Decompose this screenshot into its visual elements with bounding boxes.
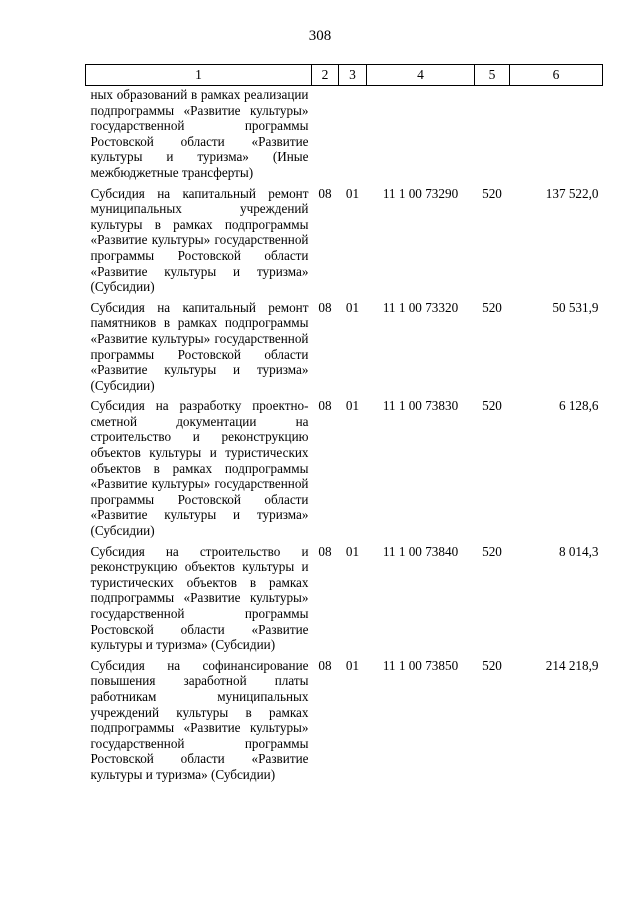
row-expense-type: 520 (482, 657, 502, 673)
row-subsection: 01 (345, 398, 360, 414)
column-header-2: 2 (312, 65, 339, 86)
table-row (86, 300, 603, 399)
row-expense-type: 520 (482, 299, 502, 315)
row-amount: 214 218,9 (545, 657, 599, 673)
column-header-6: 6 (510, 65, 603, 86)
row-section: 08 (318, 657, 332, 673)
budget-table (85, 64, 603, 783)
table-header-row (86, 65, 603, 86)
page-number: 308 (308, 28, 332, 44)
row-target-code: 11 1 00 73320 (382, 299, 459, 315)
row-subsection: 01 (345, 657, 360, 673)
row-amount: 50 531,9 (552, 299, 599, 315)
column-header-4: 4 (367, 65, 475, 86)
row-description: Субсидия на капитальный ремонт памятников в рамках подпрограммы «Развитие культуры» государственной программы Ростовской области «Развитие культуры и туризма» (Субсидии) (90, 299, 309, 393)
table-row (86, 658, 603, 783)
row-description: Субсидия на разработку проектно-сметной документации на строительство и реконструкцию объектов культуры и туристических объектов в рамках подпрограммы «Развитие культуры» государственной программы Ростовской области «Развитие культуры и туризма» (Субсидии) (90, 398, 309, 539)
row-target-code: 11 1 00 73840 (382, 543, 459, 559)
row-amount: 6 128,6 (558, 398, 599, 414)
row-expense-type (475, 86, 510, 186)
row-section: 08 (318, 185, 332, 201)
row-subsection: 01 (345, 185, 360, 201)
row-subsection: 01 (345, 299, 360, 315)
row-amount: 8 014,3 (558, 543, 599, 559)
row-amount (510, 86, 603, 186)
row-description: Субсидия на софинансирование повышения заработной платы работникам муниципальных учреждений культуры в рамках подпрограммы «Развитие культуры» государственной программы Ростовской области «Развитие культуры и туризма» (Субсидии) (90, 657, 309, 782)
table-row (86, 186, 603, 300)
row-target-code: 11 1 00 73830 (382, 398, 459, 414)
row-section: 08 (318, 299, 332, 315)
row-description: Субсидия на строительство и реконструкцию объектов культуры и туристических объектов в рамках подпрограммы «Развитие культуры» государственной программы Ростовской области «Развитие культуры и туризма» (Субсидии) (90, 543, 309, 653)
row-expense-type: 520 (482, 543, 502, 559)
row-section: 08 (318, 398, 332, 414)
row-target-code (367, 86, 475, 186)
row-subsection: 01 (345, 543, 360, 559)
row-expense-type: 520 (482, 398, 502, 414)
row-section: 08 (318, 543, 332, 559)
row-description: Субсидия на капитальный ремонт муниципальных учреждений культуры в рамках подпрограммы «Развитие культуры» государственной программы Ростовской области «Развитие культуры и туризма» (Субсидии) (90, 185, 309, 295)
row-expense-type: 520 (482, 185, 502, 201)
column-header-5: 5 (475, 65, 510, 86)
row-subsection (339, 86, 367, 186)
table-row (86, 86, 603, 186)
row-target-code: 11 1 00 73290 (382, 185, 459, 201)
row-amount: 137 522,0 (545, 185, 599, 201)
row-description: ных образований в рамках реализации подпрограммы «Развитие культуры» государственной программы Ростовской области «Развитие культуры и туризма» (Иные межбюджетные трансферты) (90, 87, 309, 180)
column-header-1: 1 (86, 65, 312, 86)
row-section (312, 86, 339, 186)
table-row (86, 544, 603, 658)
column-header-3: 3 (339, 65, 367, 86)
row-target-code: 11 1 00 73850 (382, 657, 459, 673)
table-row (86, 398, 603, 543)
